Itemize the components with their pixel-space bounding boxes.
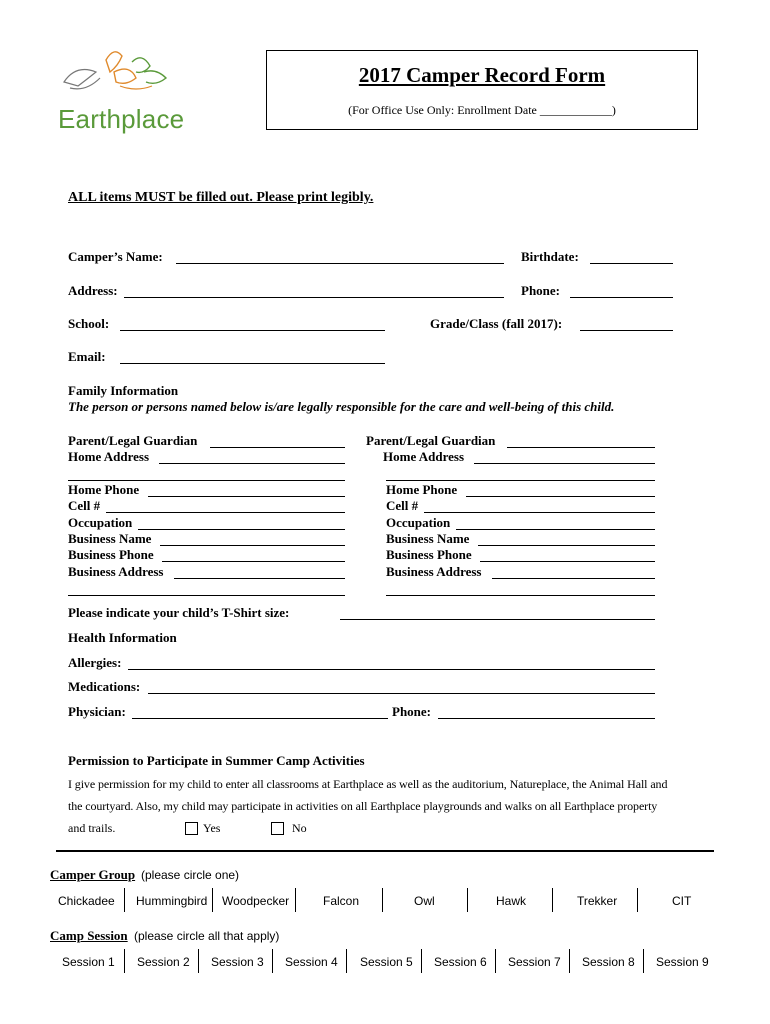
guardian-2-business-name-label: Business Name xyxy=(386,531,470,546)
medications-label: Medications: xyxy=(68,679,141,694)
tshirt-label: Please indicate your child’s T-Shirt size: xyxy=(68,605,290,620)
camp-session-separator xyxy=(198,949,199,973)
camper-group-note: (please circle one) xyxy=(141,868,240,882)
physician-phone-field[interactable] xyxy=(438,718,655,719)
school-label: School: xyxy=(68,316,110,331)
allergies-field[interactable] xyxy=(128,669,655,670)
camp-session-separator xyxy=(643,949,644,973)
camper-group-separator xyxy=(124,888,125,912)
camp-session-separator xyxy=(346,949,347,973)
camp-session-separator xyxy=(421,949,422,973)
guardian-1-home-address-label: Home Address xyxy=(68,449,150,464)
birthdate-field[interactable] xyxy=(590,263,673,264)
guardian-1-business-address-label: Business Address xyxy=(68,564,164,579)
camper-group-hawk[interactable]: Hawk xyxy=(496,894,527,908)
camper-group-hummingbird[interactable]: Hummingbird xyxy=(136,894,208,908)
health-heading: Health Information xyxy=(68,630,177,645)
camper-group-separator xyxy=(467,888,468,912)
guardian-2-occupation-label: Occupation xyxy=(386,515,451,530)
guardian-1-business-phone-field[interactable] xyxy=(162,561,345,562)
camp-session-5[interactable]: Session 5 xyxy=(360,955,413,969)
guardian-1-business-phone-label: Business Phone xyxy=(68,547,154,562)
camper-group-separator xyxy=(382,888,383,912)
email-field[interactable] xyxy=(120,363,385,364)
guardian-2-home-address-line2[interactable] xyxy=(386,480,655,481)
guardian-1-business-name-field[interactable] xyxy=(160,545,345,546)
camper-group-trekker[interactable]: Trekker xyxy=(577,894,618,908)
camper-group-separator xyxy=(552,888,553,912)
guardian-1-home-address-line2[interactable] xyxy=(68,480,345,481)
grade-class-label: Grade/Class (fall 2017): xyxy=(430,316,563,331)
permission-text-line2: the courtyard. Also, my child may participate in activities on all Earthplace playgrounds and walks on all Earthplace property xyxy=(68,799,658,813)
phone-label: Phone: xyxy=(521,283,560,298)
guardian-1-business-name-label: Business Name xyxy=(68,531,152,546)
camp-session-separator xyxy=(272,949,273,973)
camper-group-separator xyxy=(295,888,296,912)
grade-class-field[interactable] xyxy=(580,330,673,331)
camper-group-owl[interactable]: Owl xyxy=(414,894,435,908)
guardian-2-home-address-label: Home Address xyxy=(383,449,465,464)
family-heading: Family Information xyxy=(68,383,179,398)
permission-text-line3: and trails. xyxy=(68,821,116,835)
campers-name-field[interactable] xyxy=(176,263,504,264)
guardian-2-business-phone-field[interactable] xyxy=(480,561,655,562)
camper-group-separator xyxy=(637,888,638,912)
address-field[interactable] xyxy=(124,297,504,298)
logo-text: Earthplace xyxy=(58,104,185,134)
camp-session-6[interactable]: Session 6 xyxy=(434,955,487,969)
camp-session-1[interactable]: Session 1 xyxy=(62,955,115,969)
guardian-2-business-address-label: Business Address xyxy=(386,564,482,579)
earthplace-logo xyxy=(56,42,186,142)
guardian-1-business-address-field[interactable] xyxy=(174,578,345,579)
camp-session-8[interactable]: Session 8 xyxy=(582,955,635,969)
guardian-2-business-address-line2[interactable] xyxy=(386,595,655,596)
instructions: ALL items MUST be filled out. Please print legibly. xyxy=(68,190,374,205)
guardian-2-business-address-field[interactable] xyxy=(492,578,655,579)
email-label: Email: xyxy=(68,349,106,364)
family-note: The person or persons named below is/are legally responsible for the care and well-being of this child. xyxy=(68,399,615,414)
phone-field[interactable] xyxy=(570,297,673,298)
camp-session-2[interactable]: Session 2 xyxy=(137,955,190,969)
physician-field[interactable] xyxy=(132,718,388,719)
logo-graphic-icon xyxy=(56,42,186,112)
guardian-1-home-phone-field[interactable] xyxy=(148,496,345,497)
guardian-1-name-label: Parent/Legal Guardian xyxy=(68,433,198,448)
guardian-1-home-address-field[interactable] xyxy=(159,463,345,464)
camp-session-9[interactable]: Session 9 xyxy=(656,955,709,969)
camp-session-4[interactable]: Session 4 xyxy=(285,955,338,969)
office-use-note: (For Office Use Only: Enrollment Date ____________) xyxy=(348,103,616,117)
camp-session-7[interactable]: Session 7 xyxy=(508,955,561,969)
camper-group-cit[interactable]: CIT xyxy=(672,894,692,908)
guardian-2-occupation-field[interactable] xyxy=(456,529,655,530)
permission-text-line1: I give permission for my child to enter all classrooms at Earthplace as well as the auditorium, Natureplace, the Animal Hall and xyxy=(68,777,668,791)
no-label: No xyxy=(292,821,307,835)
camp-session-separator xyxy=(569,949,570,973)
camper-group-falcon[interactable]: Falcon xyxy=(323,894,360,908)
physician-label: Physician: xyxy=(68,704,126,719)
tshirt-field[interactable] xyxy=(340,619,655,620)
birthdate-label: Birthdate: xyxy=(521,249,579,264)
yes-label: Yes xyxy=(203,821,221,835)
guardian-1-name-field[interactable] xyxy=(210,447,345,448)
permission-heading: Permission to Participate in Summer Camp Activities xyxy=(68,753,365,768)
guardian-2-home-phone-label: Home Phone xyxy=(386,482,458,497)
guardian-2-name-label: Parent/Legal Guardian xyxy=(366,433,496,448)
camp-session-separator xyxy=(495,949,496,973)
campers-name-label: Camper’s Name: xyxy=(68,249,163,264)
guardian-2-business-name-field[interactable] xyxy=(478,545,655,546)
guardian-2-home-phone-field[interactable] xyxy=(466,496,655,497)
allergies-label: Allergies: xyxy=(68,655,122,670)
guardian-2-cell-label: Cell # xyxy=(386,498,419,513)
no-checkbox[interactable] xyxy=(271,822,284,835)
title-box xyxy=(266,50,698,130)
guardian-1-home-phone-label: Home Phone xyxy=(68,482,140,497)
camp-session-note: (please circle all that apply) xyxy=(134,929,280,943)
guardian-2-cell-field[interactable] xyxy=(424,512,655,513)
school-field[interactable] xyxy=(120,330,385,331)
camper-group-heading: Camper Group xyxy=(50,867,136,882)
yes-checkbox[interactable] xyxy=(185,822,198,835)
camper-group-chickadee[interactable]: Chickadee xyxy=(58,894,115,908)
camp-session-3[interactable]: Session 3 xyxy=(211,955,264,969)
guardian-1-cell-field[interactable] xyxy=(106,512,345,513)
guardian-2-home-address-field[interactable] xyxy=(474,463,655,464)
camp-session-heading: Camp Session xyxy=(50,928,128,943)
camper-group-woodpecker[interactable]: Woodpecker xyxy=(222,894,290,908)
guardian-1-business-address-line2[interactable] xyxy=(68,595,345,596)
page-title: 2017 Camper Record Form xyxy=(358,63,606,87)
guardian-1-cell-label: Cell # xyxy=(68,498,101,513)
guardian-2-business-phone-label: Business Phone xyxy=(386,547,472,562)
camp-session-separator xyxy=(124,949,125,973)
guardian-1-occupation-label: Occupation xyxy=(68,515,133,530)
physician-phone-label: Phone: xyxy=(392,704,431,719)
guardian-2-name-field[interactable] xyxy=(507,447,655,448)
guardian-1-occupation-field[interactable] xyxy=(138,529,345,530)
camper-group-separator xyxy=(212,888,213,912)
medications-field[interactable] xyxy=(148,693,655,694)
section-divider xyxy=(56,850,714,852)
address-label: Address: xyxy=(68,283,118,298)
